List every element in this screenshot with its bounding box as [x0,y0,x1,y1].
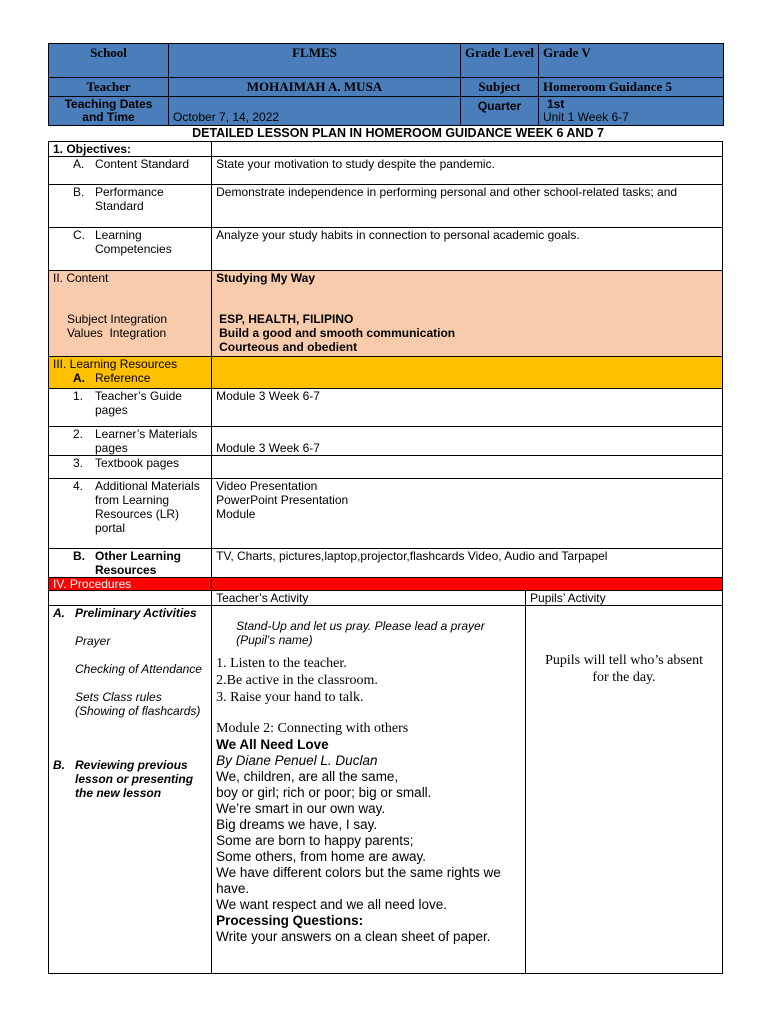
processing-text: Write your answers on a clean sheet of paper. [216,929,491,944]
grade-value: Grade V [539,44,724,78]
content-heading: II. Content [53,271,109,285]
processing-heading: Processing Questions: [216,913,364,928]
proc-b-letter: B. [53,758,65,772]
proc-a-letter: A. [53,606,65,620]
res-1-value: Module 3 Week 6-7 [212,389,723,427]
prayer-label: Prayer [75,634,111,648]
res-4-num: 4. [73,479,84,493]
other-letter: B. [73,549,85,563]
poem-line: Some are born to happy parents; [216,833,414,848]
obj-c-label: Learning Competencies [95,228,172,256]
objectives-heading: 1. Objectives: [49,142,212,157]
poem-line: We, children, are all the same, [216,769,399,784]
obj-a-value: State your motivation to study despite the pandemic. [212,157,723,185]
school-value: FLMES [169,44,461,78]
procedures-heading: IV. Procedures [49,578,212,591]
obj-c-letter: C. [73,228,85,242]
res-4-line-1: Video Presentation [216,479,318,493]
obj-a-letter: A. [73,157,85,171]
pupil-activity-text: Pupils will tell who’s absent for the day. [545,653,703,685]
dates-value: October 7, 14, 2022 [169,97,461,126]
ref-label: Reference [95,371,151,385]
res-4-line-3: Module [216,507,256,521]
school-label: School [49,44,169,78]
class-rules-label: Sets Class rules (Showing of flashcards) [75,690,201,718]
subject-label: Subject [461,78,539,97]
poem-line: Some others, from home are away. [216,849,426,864]
teacher-activity-header: Teacher’s Activity [212,591,526,606]
res-3-num: 3. [73,456,84,470]
poem-line: We want respect and we all need love. [216,897,447,912]
poem-author: By Diane Penuel L. Duclan [216,753,378,768]
other-value: TV, Charts, pictures,laptop,projector,flashcards Video, Audio and Tarpapel [212,549,723,578]
quarter-value: 1st [547,97,565,111]
subject-integration-value: ESP, HEALTH, FILIPINO [219,312,354,326]
header-table [48,43,724,126]
ref-letter: A. [73,371,85,385]
rule-3: 3. Raise your hand to talk. [216,690,364,705]
teacher-value: MOHAIMAH A. MUSA [169,78,461,97]
attendance-label: Checking of Attendance [75,662,202,676]
poem-line: We’re smart in our own way. [216,801,386,816]
lesson-table [48,141,723,974]
values-integration-label: Values Integration [67,326,167,340]
obj-b-letter: B. [73,185,85,199]
poem-line: Big dreams we have, I say. [216,817,378,832]
quarter-label: Quarter [461,97,539,126]
res-3-value [212,456,723,479]
resources-heading: III. Learning Resources [53,357,178,371]
rule-2: 2.Be active in the classroom. [216,673,378,688]
subject-integration-label: Subject Integration [67,312,168,326]
poem-line: We have different colors but the same rights we have. [216,865,501,896]
poem-title: We All Need Love [216,737,329,752]
content-value: Studying My Way [216,271,316,285]
values-line-2: Courteous and obedient [219,340,358,354]
res-3-label: Textbook pages [95,456,180,470]
rule-1: 1. Listen to the teacher. [216,656,347,671]
page-title: DETAILED LESSON PLAN IN HOMEROOM GUIDANCE WEEK 6 AND 7 [192,126,604,140]
module-line: Module 2: Connecting with others [216,721,409,736]
proc-b-label: Reviewing previous lesson or presenting the new lesson [75,758,194,800]
other-label: Other Learning Resources [95,549,182,577]
res-1-label: Teacher’s Guide pages [95,389,182,417]
res-2-value: Module 3 Week 6-7 [212,427,723,456]
proc-a-label: Preliminary Activities [75,606,197,620]
unit-value: Unit 1 Week 6-7 [543,110,629,124]
grade-label: Grade Level [461,44,539,78]
res-1-num: 1. [73,389,84,403]
teacher-label: Teacher [49,78,169,97]
prayer-prompt: Stand-Up and let us pray. Please lead a prayer (Pupil’s name) [236,619,485,647]
obj-c-value: Analyze your study habits in connection to personal academic goals. [212,228,723,271]
dates-label: Teaching Dates and Time [49,97,169,126]
obj-a-label: Content Standard [95,157,190,171]
values-line-1: Build a good and smooth communication [219,326,456,340]
res-2-num: 2. [73,427,84,441]
res-4-line-2: PowerPoint Presentation [216,493,349,507]
lesson-plan-page [48,43,723,974]
pupil-activity-header: Pupils’ Activity [526,591,723,606]
obj-b-label: Performance Standard [95,185,164,213]
obj-b-value: Demonstrate independence in performing personal and other school-related tasks; and [212,185,723,228]
subject-value: Homeroom Guidance 5 [539,78,724,97]
res-4-label: Additional Materials from Learning Resources (LR) portal [95,479,200,535]
poem-line: boy or girl; rich or poor; big or small. [216,785,432,800]
res-2-label: Learner’s Materials pages [95,427,198,455]
